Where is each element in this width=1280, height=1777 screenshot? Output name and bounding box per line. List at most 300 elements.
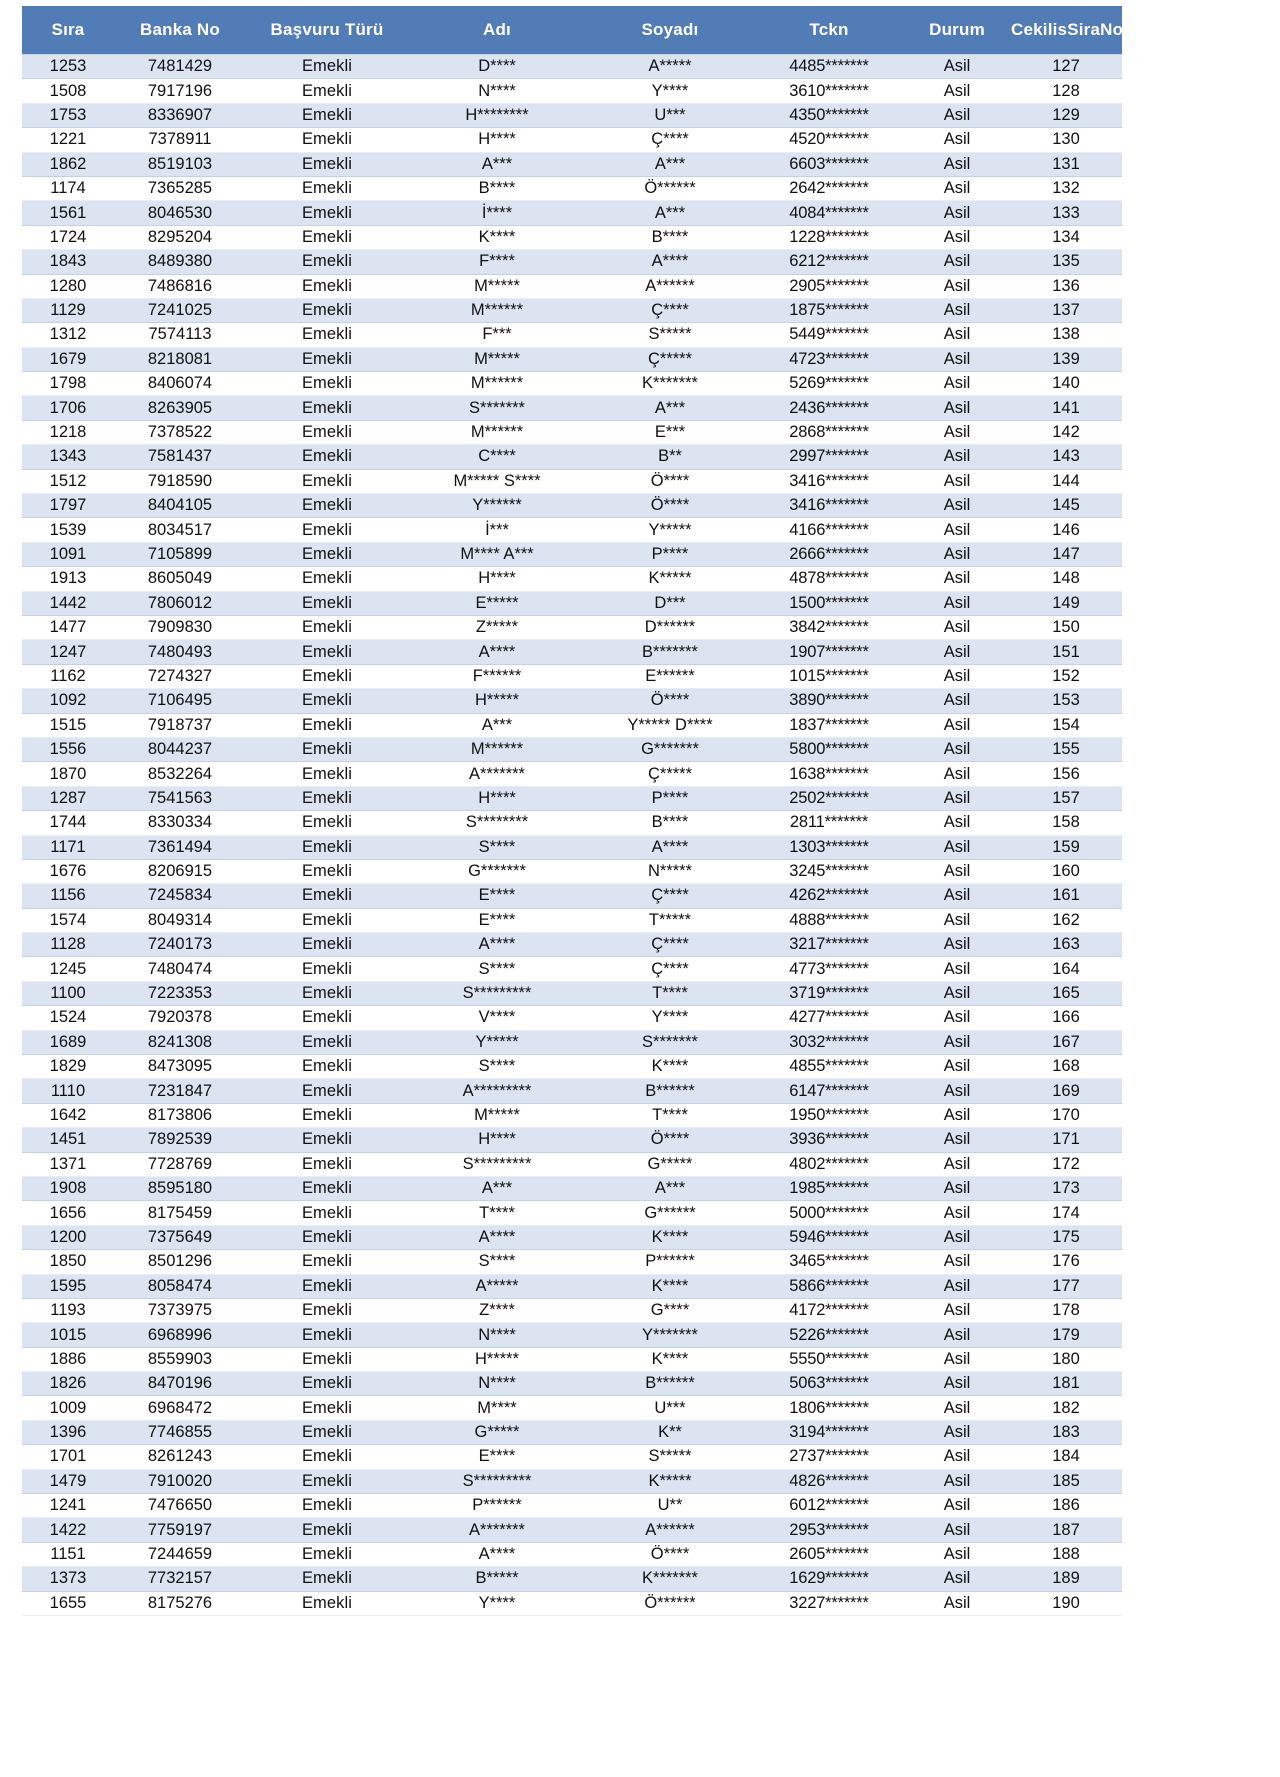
- cell-sira: 1245: [22, 957, 114, 981]
- cell-banka: 8595180: [114, 1176, 246, 1200]
- table-row[interactable]: [22, 445, 1122, 469]
- cell-adi: F***: [408, 323, 586, 347]
- cell-soyadi: G*******: [586, 737, 754, 761]
- cell-sira: 1221: [22, 128, 114, 152]
- cell-sira: 1009: [22, 1396, 114, 1420]
- cell-cekilis: 130: [1010, 128, 1122, 152]
- table-row[interactable]: [22, 1006, 1122, 1030]
- cell-soyadi: K*******: [586, 372, 754, 396]
- cell-cekilis: 167: [1010, 1030, 1122, 1054]
- table-row[interactable]: [22, 152, 1122, 176]
- cell-adi: H****: [408, 786, 586, 810]
- cell-basvuru: Emekli: [246, 323, 408, 347]
- cell-tckn: 6603*******: [754, 152, 904, 176]
- cell-soyadi: U**: [586, 1494, 754, 1518]
- cell-adi: İ****: [408, 201, 586, 225]
- cell-adi: A*******: [408, 762, 586, 786]
- table-row[interactable]: [22, 1176, 1122, 1200]
- cell-durum: Asil: [904, 1445, 1010, 1469]
- cell-soyadi: Ç****: [586, 957, 754, 981]
- cell-tckn: 4485*******: [754, 55, 904, 79]
- cell-durum: Asil: [904, 1420, 1010, 1444]
- cell-adi: H*****: [408, 689, 586, 713]
- cell-basvuru: Emekli: [246, 128, 408, 152]
- cell-banka: 7241025: [114, 298, 246, 322]
- cell-soyadi: T*****: [586, 908, 754, 932]
- cell-tckn: 4520*******: [754, 128, 904, 152]
- cell-soyadi: Ö******: [586, 1591, 754, 1615]
- table-row[interactable]: [22, 908, 1122, 932]
- cell-durum: Asil: [904, 1201, 1010, 1225]
- cell-basvuru: Emekli: [246, 908, 408, 932]
- cell-tckn: 3194*******: [754, 1420, 904, 1444]
- cell-banka: 7244659: [114, 1542, 246, 1566]
- cell-basvuru: Emekli: [246, 591, 408, 615]
- table-row[interactable]: [22, 469, 1122, 493]
- cell-basvuru: Emekli: [246, 420, 408, 444]
- cell-sira: 1753: [22, 103, 114, 127]
- cell-durum: Asil: [904, 445, 1010, 469]
- cell-sira: 1913: [22, 567, 114, 591]
- cell-sira: 1442: [22, 591, 114, 615]
- column-header-cekilis-sira-no[interactable]: CekilisSiraNo: [1010, 6, 1122, 55]
- cell-basvuru: Emekli: [246, 298, 408, 322]
- cell-basvuru: Emekli: [246, 201, 408, 225]
- table-row[interactable]: [22, 1396, 1122, 1420]
- cell-durum: Asil: [904, 542, 1010, 566]
- cell-soyadi: B****: [586, 811, 754, 835]
- cell-soyadi: K**: [586, 1420, 754, 1444]
- cell-sira: 1129: [22, 298, 114, 322]
- cell-basvuru: Emekli: [246, 1201, 408, 1225]
- table-row[interactable]: [22, 591, 1122, 615]
- column-header-banka-no[interactable]: Banka No: [114, 6, 246, 55]
- cell-durum: Asil: [904, 664, 1010, 688]
- cell-sira: 1826: [22, 1372, 114, 1396]
- table-row[interactable]: [22, 518, 1122, 542]
- cell-durum: Asil: [904, 981, 1010, 1005]
- cell-sira: 1843: [22, 250, 114, 274]
- cell-soyadi: Y*****: [586, 518, 754, 542]
- cell-basvuru: Emekli: [246, 737, 408, 761]
- cell-soyadi: A***: [586, 152, 754, 176]
- cell-tckn: 1907*******: [754, 640, 904, 664]
- cell-adi: N****: [408, 1323, 586, 1347]
- cell-cekilis: 171: [1010, 1128, 1122, 1152]
- cell-adi: S****: [408, 835, 586, 859]
- cell-sira: 1656: [22, 1201, 114, 1225]
- cell-durum: Asil: [904, 1055, 1010, 1079]
- table-row[interactable]: [22, 494, 1122, 518]
- table-row[interactable]: [22, 128, 1122, 152]
- table-row[interactable]: [22, 811, 1122, 835]
- cell-banka: 8404105: [114, 494, 246, 518]
- table-row[interactable]: [22, 567, 1122, 591]
- cell-basvuru: Emekli: [246, 811, 408, 835]
- table-row[interactable]: [22, 884, 1122, 908]
- table-row[interactable]: [22, 79, 1122, 103]
- cell-adi: H*****: [408, 1347, 586, 1371]
- cell-tckn: 4350*******: [754, 103, 904, 127]
- column-header-adi[interactable]: Adı: [408, 6, 586, 55]
- cell-durum: Asil: [904, 1469, 1010, 1493]
- cell-soyadi: P****: [586, 786, 754, 810]
- cell-sira: 1508: [22, 79, 114, 103]
- table-row[interactable]: [22, 55, 1122, 79]
- cell-tckn: 1875*******: [754, 298, 904, 322]
- cell-cekilis: 188: [1010, 1542, 1122, 1566]
- cell-cekilis: 156: [1010, 762, 1122, 786]
- cell-sira: 1312: [22, 323, 114, 347]
- cell-cekilis: 187: [1010, 1518, 1122, 1542]
- cell-sira: 1642: [22, 1103, 114, 1127]
- table-row[interactable]: [22, 786, 1122, 810]
- cell-adi: M******: [408, 420, 586, 444]
- table-row[interactable]: [22, 1079, 1122, 1103]
- cell-adi: Y******: [408, 494, 586, 518]
- cell-cekilis: 174: [1010, 1201, 1122, 1225]
- cell-cekilis: 159: [1010, 835, 1122, 859]
- cell-adi: H****: [408, 128, 586, 152]
- cell-cekilis: 178: [1010, 1298, 1122, 1322]
- cell-tckn: 4773*******: [754, 957, 904, 981]
- cell-basvuru: Emekli: [246, 1176, 408, 1200]
- cell-basvuru: Emekli: [246, 1250, 408, 1274]
- cell-sira: 1676: [22, 859, 114, 883]
- table-row[interactable]: [22, 1567, 1122, 1591]
- table-row[interactable]: [22, 176, 1122, 200]
- column-header-durum[interactable]: Durum: [904, 6, 1010, 55]
- cell-banka: 8046530: [114, 201, 246, 225]
- cell-adi: A****: [408, 1542, 586, 1566]
- cell-banka: 7541563: [114, 786, 246, 810]
- cell-basvuru: Emekli: [246, 1323, 408, 1347]
- table-row[interactable]: [22, 420, 1122, 444]
- table-row[interactable]: [22, 762, 1122, 786]
- cell-durum: Asil: [904, 55, 1010, 79]
- cell-basvuru: Emekli: [246, 835, 408, 859]
- cell-tckn: 2737*******: [754, 1445, 904, 1469]
- table-row[interactable]: [22, 1445, 1122, 1469]
- table-row[interactable]: [22, 1518, 1122, 1542]
- cell-tckn: 4855*******: [754, 1055, 904, 1079]
- table-row[interactable]: [22, 859, 1122, 883]
- table-row[interactable]: [22, 1420, 1122, 1444]
- cell-banka: 7574113: [114, 323, 246, 347]
- cell-cekilis: 182: [1010, 1396, 1122, 1420]
- cell-sira: 1886: [22, 1347, 114, 1371]
- cell-sira: 1280: [22, 274, 114, 298]
- cell-banka: 8473095: [114, 1055, 246, 1079]
- cell-adi: S*********: [408, 1152, 586, 1176]
- cell-tckn: 4723*******: [754, 347, 904, 371]
- table-row[interactable]: [22, 640, 1122, 664]
- cell-durum: Asil: [904, 1006, 1010, 1030]
- cell-tckn: 4878*******: [754, 567, 904, 591]
- cell-durum: Asil: [904, 786, 1010, 810]
- table-row[interactable]: [22, 1250, 1122, 1274]
- table-row[interactable]: [22, 274, 1122, 298]
- cell-soyadi: Ç****: [586, 933, 754, 957]
- table-row[interactable]: [22, 737, 1122, 761]
- cell-cekilis: 184: [1010, 1445, 1122, 1469]
- table-row[interactable]: [22, 225, 1122, 249]
- table-row[interactable]: [22, 1055, 1122, 1079]
- cell-basvuru: Emekli: [246, 152, 408, 176]
- cell-tckn: 4262*******: [754, 884, 904, 908]
- cell-basvuru: Emekli: [246, 884, 408, 908]
- table-row[interactable]: [22, 933, 1122, 957]
- cell-sira: 1524: [22, 1006, 114, 1030]
- cell-soyadi: A******: [586, 274, 754, 298]
- cell-adi: H****: [408, 567, 586, 591]
- cell-tckn: 2997*******: [754, 445, 904, 469]
- table-row[interactable]: [22, 1152, 1122, 1176]
- cell-cekilis: 162: [1010, 908, 1122, 932]
- table-row[interactable]: [22, 689, 1122, 713]
- cell-durum: Asil: [904, 469, 1010, 493]
- cell-basvuru: Emekli: [246, 981, 408, 1005]
- cell-sira: 1091: [22, 542, 114, 566]
- cell-cekilis: 150: [1010, 615, 1122, 639]
- table-row[interactable]: [22, 957, 1122, 981]
- cell-basvuru: Emekli: [246, 274, 408, 298]
- table-row[interactable]: [22, 1225, 1122, 1249]
- cell-sira: 1574: [22, 908, 114, 932]
- cell-banka: 8049314: [114, 908, 246, 932]
- table-row[interactable]: [22, 396, 1122, 420]
- cell-tckn: 1500*******: [754, 591, 904, 615]
- cell-banka: 8532264: [114, 762, 246, 786]
- cell-tckn: 1015*******: [754, 664, 904, 688]
- cell-basvuru: Emekli: [246, 176, 408, 200]
- cell-basvuru: Emekli: [246, 469, 408, 493]
- table-row[interactable]: [22, 250, 1122, 274]
- table-row[interactable]: [22, 298, 1122, 322]
- cell-cekilis: 160: [1010, 859, 1122, 883]
- cell-banka: 8263905: [114, 396, 246, 420]
- cell-sira: 1515: [22, 713, 114, 737]
- cell-durum: Asil: [904, 615, 1010, 639]
- table-row[interactable]: [22, 1274, 1122, 1298]
- table-row[interactable]: [22, 1372, 1122, 1396]
- cell-cekilis: 133: [1010, 201, 1122, 225]
- cell-banka: 7917196: [114, 79, 246, 103]
- cell-banka: 8336907: [114, 103, 246, 127]
- cell-durum: Asil: [904, 420, 1010, 444]
- cell-cekilis: 170: [1010, 1103, 1122, 1127]
- cell-adi: Z****: [408, 1298, 586, 1322]
- cell-sira: 1689: [22, 1030, 114, 1054]
- cell-sira: 1171: [22, 835, 114, 859]
- cell-cekilis: 139: [1010, 347, 1122, 371]
- cell-soyadi: Ç*****: [586, 347, 754, 371]
- cell-sira: 1870: [22, 762, 114, 786]
- cell-durum: Asil: [904, 1372, 1010, 1396]
- cell-cekilis: 185: [1010, 1469, 1122, 1493]
- cell-tckn: 4888*******: [754, 908, 904, 932]
- cell-tckn: 5269*******: [754, 372, 904, 396]
- cell-adi: Y*****: [408, 1030, 586, 1054]
- cell-tckn: 1303*******: [754, 835, 904, 859]
- cell-durum: Asil: [904, 1494, 1010, 1518]
- cell-adi: F****: [408, 250, 586, 274]
- cell-banka: 8295204: [114, 225, 246, 249]
- cell-sira: 1193: [22, 1298, 114, 1322]
- cell-banka: 7105899: [114, 542, 246, 566]
- cell-banka: 7909830: [114, 615, 246, 639]
- cell-adi: H****: [408, 1128, 586, 1152]
- cell-tckn: 6212*******: [754, 250, 904, 274]
- cell-banka: 7486816: [114, 274, 246, 298]
- cell-soyadi: K*******: [586, 1567, 754, 1591]
- column-header-tckn[interactable]: Tckn: [754, 6, 904, 55]
- cell-adi: E****: [408, 884, 586, 908]
- cell-sira: 1908: [22, 1176, 114, 1200]
- table-row[interactable]: [22, 713, 1122, 737]
- cell-cekilis: 148: [1010, 567, 1122, 591]
- cell-tckn: 4826*******: [754, 1469, 904, 1493]
- cell-durum: Asil: [904, 811, 1010, 835]
- cell-adi: A***: [408, 152, 586, 176]
- cell-cekilis: 152: [1010, 664, 1122, 688]
- table-row[interactable]: [22, 1103, 1122, 1127]
- cell-basvuru: Emekli: [246, 1128, 408, 1152]
- cell-sira: 1015: [22, 1323, 114, 1347]
- cell-sira: 1539: [22, 518, 114, 542]
- cell-soyadi: Ö****: [586, 1128, 754, 1152]
- cell-basvuru: Emekli: [246, 1274, 408, 1298]
- cell-adi: E****: [408, 1445, 586, 1469]
- table-row[interactable]: [22, 1201, 1122, 1225]
- cell-soyadi: Ç****: [586, 128, 754, 152]
- cell-soyadi: G****: [586, 1298, 754, 1322]
- cell-banka: 8406074: [114, 372, 246, 396]
- table-row[interactable]: [22, 1542, 1122, 1566]
- table-row[interactable]: [22, 542, 1122, 566]
- table-body: [22, 55, 1122, 1616]
- cell-durum: Asil: [904, 859, 1010, 883]
- cell-banka: 7361494: [114, 835, 246, 859]
- cell-durum: Asil: [904, 591, 1010, 615]
- table-row[interactable]: [22, 1298, 1122, 1322]
- cell-soyadi: K****: [586, 1225, 754, 1249]
- cell-sira: 1512: [22, 469, 114, 493]
- cell-basvuru: Emekli: [246, 1006, 408, 1030]
- column-header-soyadi[interactable]: Soyadı: [586, 6, 754, 55]
- cell-cekilis: 127: [1010, 55, 1122, 79]
- cell-adi: A*******: [408, 1518, 586, 1542]
- table-row[interactable]: [22, 103, 1122, 127]
- cell-banka: 8218081: [114, 347, 246, 371]
- cell-durum: Asil: [904, 1176, 1010, 1200]
- table-row[interactable]: [22, 1494, 1122, 1518]
- cell-basvuru: Emekli: [246, 103, 408, 127]
- cell-cekilis: 177: [1010, 1274, 1122, 1298]
- cell-sira: 1396: [22, 1420, 114, 1444]
- cell-tckn: 5550*******: [754, 1347, 904, 1371]
- table-row[interactable]: [22, 1128, 1122, 1152]
- cell-soyadi: Ç****: [586, 884, 754, 908]
- cell-sira: 1862: [22, 152, 114, 176]
- table-row[interactable]: [22, 981, 1122, 1005]
- table-row[interactable]: [22, 347, 1122, 371]
- cell-banka: 7480493: [114, 640, 246, 664]
- cell-durum: Asil: [904, 79, 1010, 103]
- cell-basvuru: Emekli: [246, 55, 408, 79]
- cell-durum: Asil: [904, 1103, 1010, 1127]
- cell-banka: 7746855: [114, 1420, 246, 1444]
- cell-sira: 1373: [22, 1567, 114, 1591]
- table-row[interactable]: [22, 372, 1122, 396]
- cell-tckn: 2436*******: [754, 396, 904, 420]
- table-row[interactable]: [22, 664, 1122, 688]
- cell-soyadi: B****: [586, 225, 754, 249]
- cell-sira: 1850: [22, 1250, 114, 1274]
- table-row[interactable]: [22, 1347, 1122, 1371]
- cell-adi: H********: [408, 103, 586, 127]
- cell-soyadi: S*****: [586, 1445, 754, 1469]
- cell-adi: M******: [408, 298, 586, 322]
- cell-adi: M******: [408, 372, 586, 396]
- column-header-basvuru-turu[interactable]: Başvuru Türü: [246, 6, 408, 55]
- cell-soyadi: Ç****: [586, 298, 754, 322]
- table-row[interactable]: [22, 835, 1122, 859]
- cell-durum: Asil: [904, 494, 1010, 518]
- cell-banka: 7373975: [114, 1298, 246, 1322]
- cell-sira: 1724: [22, 225, 114, 249]
- cell-basvuru: Emekli: [246, 859, 408, 883]
- cell-adi: A****: [408, 640, 586, 664]
- cell-sira: 1151: [22, 1542, 114, 1566]
- table-row[interactable]: [22, 1469, 1122, 1493]
- cell-adi: D****: [408, 55, 586, 79]
- cell-cekilis: 165: [1010, 981, 1122, 1005]
- cell-adi: N****: [408, 1372, 586, 1396]
- table-row[interactable]: [22, 1323, 1122, 1347]
- cell-soyadi: Ö****: [586, 494, 754, 518]
- cell-adi: F******: [408, 664, 586, 688]
- cell-basvuru: Emekli: [246, 1079, 408, 1103]
- cell-tckn: 5800*******: [754, 737, 904, 761]
- cell-soyadi: Y****: [586, 79, 754, 103]
- cell-tckn: 2905*******: [754, 274, 904, 298]
- cell-tckn: 5000*******: [754, 1201, 904, 1225]
- cell-adi: M**** A***: [408, 542, 586, 566]
- table-row[interactable]: [22, 1030, 1122, 1054]
- cell-cekilis: 149: [1010, 591, 1122, 615]
- table-row[interactable]: [22, 201, 1122, 225]
- table-row[interactable]: [22, 323, 1122, 347]
- cell-cekilis: 131: [1010, 152, 1122, 176]
- column-header-sira[interactable]: Sıra: [22, 6, 114, 55]
- cell-durum: Asil: [904, 1396, 1010, 1420]
- cell-basvuru: Emekli: [246, 1372, 408, 1396]
- cell-tckn: 4277*******: [754, 1006, 904, 1030]
- cell-sira: 1706: [22, 396, 114, 420]
- table-row[interactable]: [22, 1591, 1122, 1615]
- cell-soyadi: T****: [586, 981, 754, 1005]
- cell-durum: Asil: [904, 640, 1010, 664]
- cell-basvuru: Emekli: [246, 615, 408, 639]
- cell-tckn: 3936*******: [754, 1128, 904, 1152]
- cell-cekilis: 144: [1010, 469, 1122, 493]
- cell-banka: 6968472: [114, 1396, 246, 1420]
- cell-durum: Asil: [904, 1079, 1010, 1103]
- cell-banka: 7223353: [114, 981, 246, 1005]
- cell-soyadi: B*******: [586, 640, 754, 664]
- table-row[interactable]: [22, 615, 1122, 639]
